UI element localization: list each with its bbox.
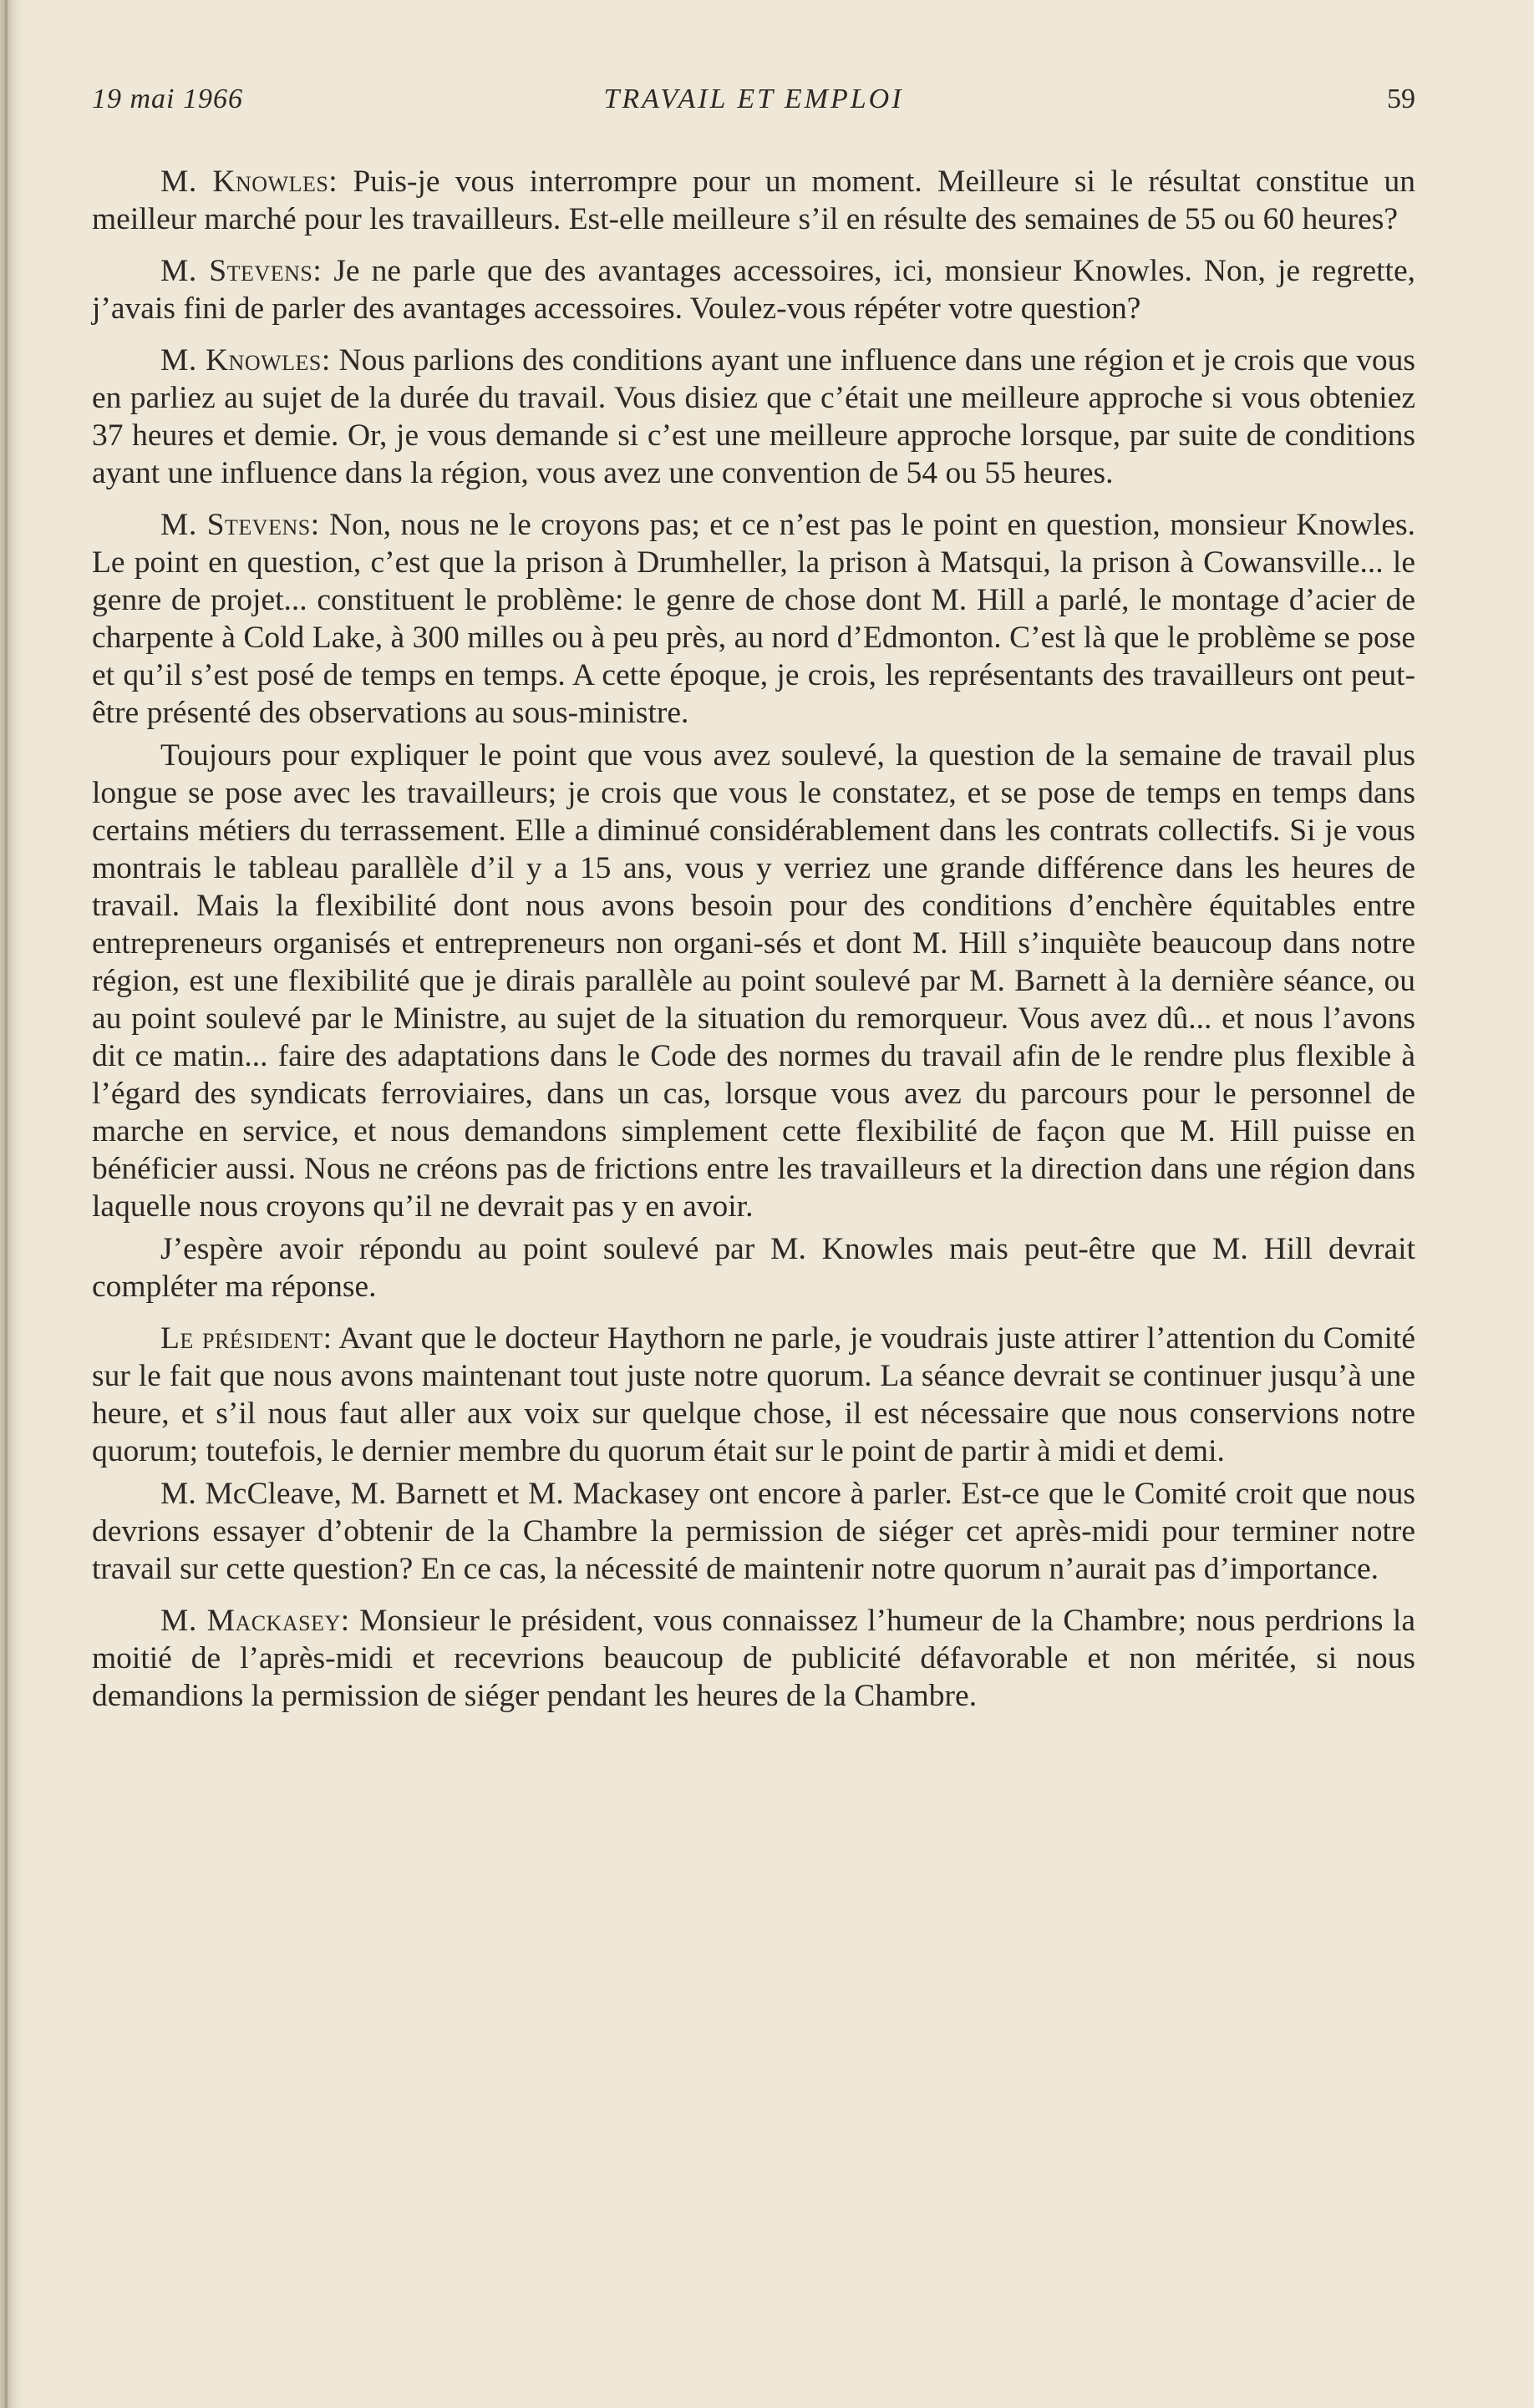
speaker-name: Le président: (160, 1321, 333, 1356)
speaker-name: M. Stevens: (160, 254, 323, 288)
document-page (92, 84, 1415, 1729)
paragraph-president-continued (92, 1475, 1415, 1588)
paragraph-stevens-closing (92, 1230, 1415, 1305)
paragraph-text: Nous parlions des conditions ayant une influence dans une région et je crois que vous en parliez au sujet de la durée du travail. Vous disiez que c’était une meilleure approche si vous obteniez 37 heures et demie. Or, je vous demande si c’est une meilleure approche lorsque, par suite de conditions ayant une influence dans la région, vous avez une convention de 54 ou 55 heures. (92, 343, 1415, 490)
paragraph-text: Monsieur le président, vous connaissez l’humeur de la Chambre; nous perdrions la moitié de l’après-midi et recevrions beaucoup de publicité défavorable et non méritée, si nous demandions la permission de siéger pendant les heures de la Chambre. (92, 1604, 1415, 1713)
page-number: 59 (1387, 84, 1415, 114)
paragraph-stevens-1 (92, 252, 1415, 327)
paragraph-text: J’espère avoir répondu au point soulevé par M. Knowles mais peut-être que M. Hill devrait compléter ma réponse. (92, 1232, 1415, 1304)
running-head (92, 84, 1415, 125)
binding-shadow-line (5, 0, 8, 2408)
paragraph-mackasey (92, 1602, 1415, 1715)
speaker-name: M. Knowles: (160, 343, 331, 378)
paragraph-text: M. McCleave, M. Barnett et M. Mackasey ont encore à parler. Est-ce que le Comité croit que nous devrions essayer d’obtenir de la Chambre la permission de siéger cet après-midi pour terminer notre travail sur cette question? En ce cas, la nécessité de maintenir notre quorum n’aurait pas d’importance. (92, 1477, 1415, 1586)
speaker-name: M. Stevens: (160, 508, 320, 542)
paragraph-text: Puis-je vous interrompre pour un moment. Meilleure si le résultat constitue un meilleur marché pour les travailleurs. Est-elle meilleure s’il en résulte des semaines de 55 ou 60 heures? (92, 165, 1415, 236)
paragraph-president (92, 1320, 1415, 1470)
header-date: 19 mai 1966 (92, 84, 243, 114)
paragraph-stevens-continued (92, 737, 1415, 1225)
speaker-name: M. Knowles: (160, 165, 338, 199)
transcript-body (92, 163, 1415, 1715)
paragraph-text: Non, nous ne le croyons pas; et ce n’est pas le point en question, monsieur Knowles. Le point en question, c’est que la prison à Drumheller, la prison à Matsqui, la prison à Cowansville... le genre de projet... constituent le problème: le genre de chose dont M. Hill a parlé, le montage d’acier de charpente à Cold Lake, à 300 milles ou à peu près, au nord d’Edmonton. C’est là que le problème se pose et qu’il s’est posé de temps en temps. A cette époque, je crois, les représentants des travailleurs ont peut-être présenté des observations au sous-ministre. (92, 508, 1415, 730)
speaker-name: M. Mackasey: (160, 1604, 350, 1638)
paragraph-text: Toujours pour expliquer le point que vous avez soulevé, la question de la semaine de travail plus longue se pose avec les travailleurs; je crois que vous le constatez, et se pose de temps en temps dans certains métiers du terrassement. Elle a diminué considérablement dans les contrats collectifs. Si je vous montrais le tableau parallèle d’il y a 15 ans, vous y verriez une grande différence dans les heures de travail. Mais la flexibilité dont nous avons besoin pour des conditions d’enchère équitables entre entrepreneurs organisés et entrepreneurs non organi-sés et dont M. Hill s’inquiète beaucoup dans notre région, est une flexibilité que je dirais parallèle au point soulevé par M. Barnett à la dernière séance, ou au point soulevé par le Ministre, au sujet de la situation du remorqueur. Vous avez dû... et nous l’avons dit ce matin... faire des adaptations dans le Code des normes du travail afin de le rendre plus flexible à l’égard des syndicats ferroviaires, dans un cas, lorsque vous avez du parcours pour le personnel de marche en service, et nous demandons simplement cette flexibilité de façon que M. Hill puisse en bénéficier aussi. Nous ne créons pas de frictions entre les travailleurs et la direction dans une région dans laquelle nous croyons qu’il ne devrait pas y en avoir. (92, 738, 1415, 1224)
paragraph-knowles-2 (92, 342, 1415, 492)
paragraph-text: Avant que le docteur Haythorn ne parle, je voudrais juste attirer l’attention du Comité sur le fait que nous avons maintenant tout juste notre quorum. La séance devrait se continuer jusqu’à une heure, et s’il nous faut aller aux voix sur quelque chose, il est nécessaire que nous conservions notre quorum; toutefois, le dernier membre du quorum était sur le point de partir à midi et demi. (92, 1321, 1415, 1468)
paragraph-text: Je ne parle que des avantages accessoires, ici, monsieur Knowles. Non, je regrette, j’avais fini de parler des avantages accessoires. Voulez-vous répéter votre question? (92, 254, 1415, 326)
paragraph-stevens-2 (92, 506, 1415, 732)
page-binding-edge (0, 0, 23, 2408)
paragraph-knowles-1 (92, 163, 1415, 238)
header-title: TRAVAIL ET EMPLOI (603, 84, 904, 114)
